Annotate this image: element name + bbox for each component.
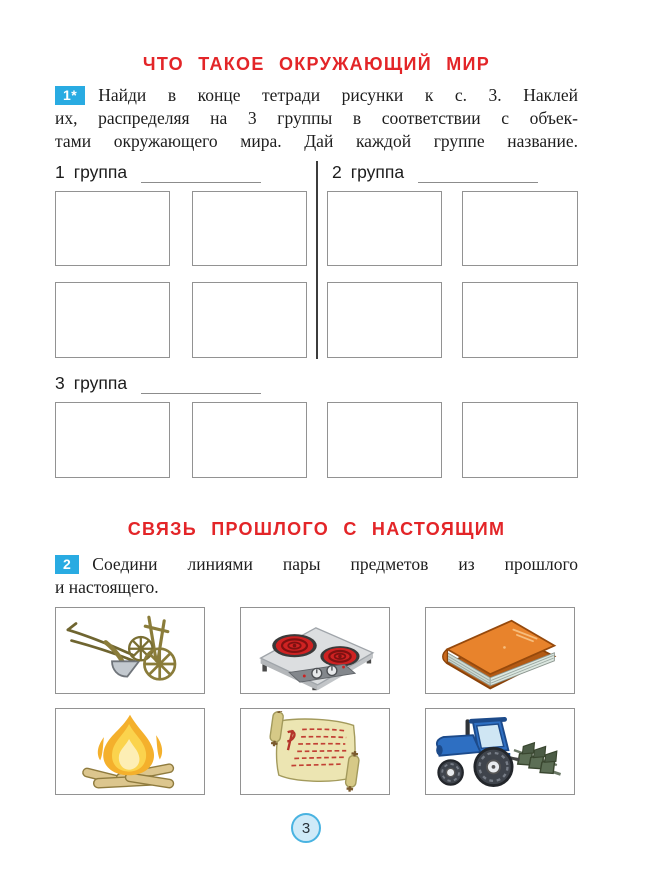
- paste-box: [462, 191, 578, 266]
- book-icon: [430, 610, 570, 692]
- scroll-icon: [245, 711, 385, 793]
- paste-box: [55, 402, 170, 478]
- paste-box: [192, 282, 307, 358]
- page-number: 3: [301, 819, 311, 837]
- group3-number: 3: [55, 373, 65, 393]
- task1-line: тами окружающего мира. Дай каждой группе название.: [55, 131, 578, 151]
- section1-heading: ЧТО ТАКОЕ ОКРУЖАЮЩИЙ МИР: [142, 54, 491, 74]
- image-box-campfire: [55, 708, 205, 795]
- image-box-scroll: [240, 708, 390, 795]
- group3-label: [55, 373, 261, 394]
- column-divider-line: [316, 161, 318, 359]
- group1-label: [55, 162, 261, 183]
- paste-box: [192, 191, 307, 266]
- task1-line: их, распределяя на 3 группы в соответствии с объек-: [55, 108, 578, 128]
- task2-line: и настоящего.: [55, 577, 159, 597]
- task2-number-badge: 2: [55, 555, 79, 574]
- group2-number: 2: [332, 162, 342, 182]
- paste-box: [192, 402, 307, 478]
- task1-number-badge: 1*: [55, 86, 85, 105]
- paste-box: [327, 402, 442, 478]
- wooden-plow-icon: [60, 610, 200, 691]
- paste-box: [55, 191, 170, 266]
- electric-stove-icon: [245, 610, 385, 692]
- paste-box: [55, 282, 170, 358]
- page-number-badge: [291, 813, 321, 843]
- image-box-tractor-with-plow: [425, 708, 575, 795]
- group1-name-blank: [141, 167, 261, 183]
- group1-number: 1: [55, 162, 65, 182]
- image-box-electric-stove: [240, 607, 390, 694]
- task2-paragraph: [55, 553, 578, 599]
- paste-box: [327, 282, 442, 358]
- image-box-wooden-plow: [55, 607, 205, 694]
- group2-word: группа: [350, 162, 405, 182]
- paste-box: [327, 191, 442, 266]
- section2-heading: СВЯЗЬ ПРОШЛОГО С НАСТОЯЩИМ: [127, 519, 506, 539]
- task1-line: Найди в конце тетради рисунки к с. 3. Наклей: [98, 85, 578, 105]
- group2-label: [332, 162, 538, 183]
- tractor-with-plow-icon: [430, 711, 570, 793]
- group2-name-blank: [418, 167, 538, 183]
- paste-box: [462, 282, 578, 358]
- paste-box: [462, 402, 578, 478]
- task1-paragraph: [55, 84, 578, 153]
- group3-name-blank: [141, 378, 261, 394]
- group3-word: группа: [73, 373, 128, 393]
- campfire-icon: [60, 711, 200, 793]
- task2-line: Соедини линиями пары предметов из прошлого: [92, 554, 578, 574]
- group1-word: группа: [73, 162, 128, 182]
- image-box-book: [425, 607, 575, 694]
